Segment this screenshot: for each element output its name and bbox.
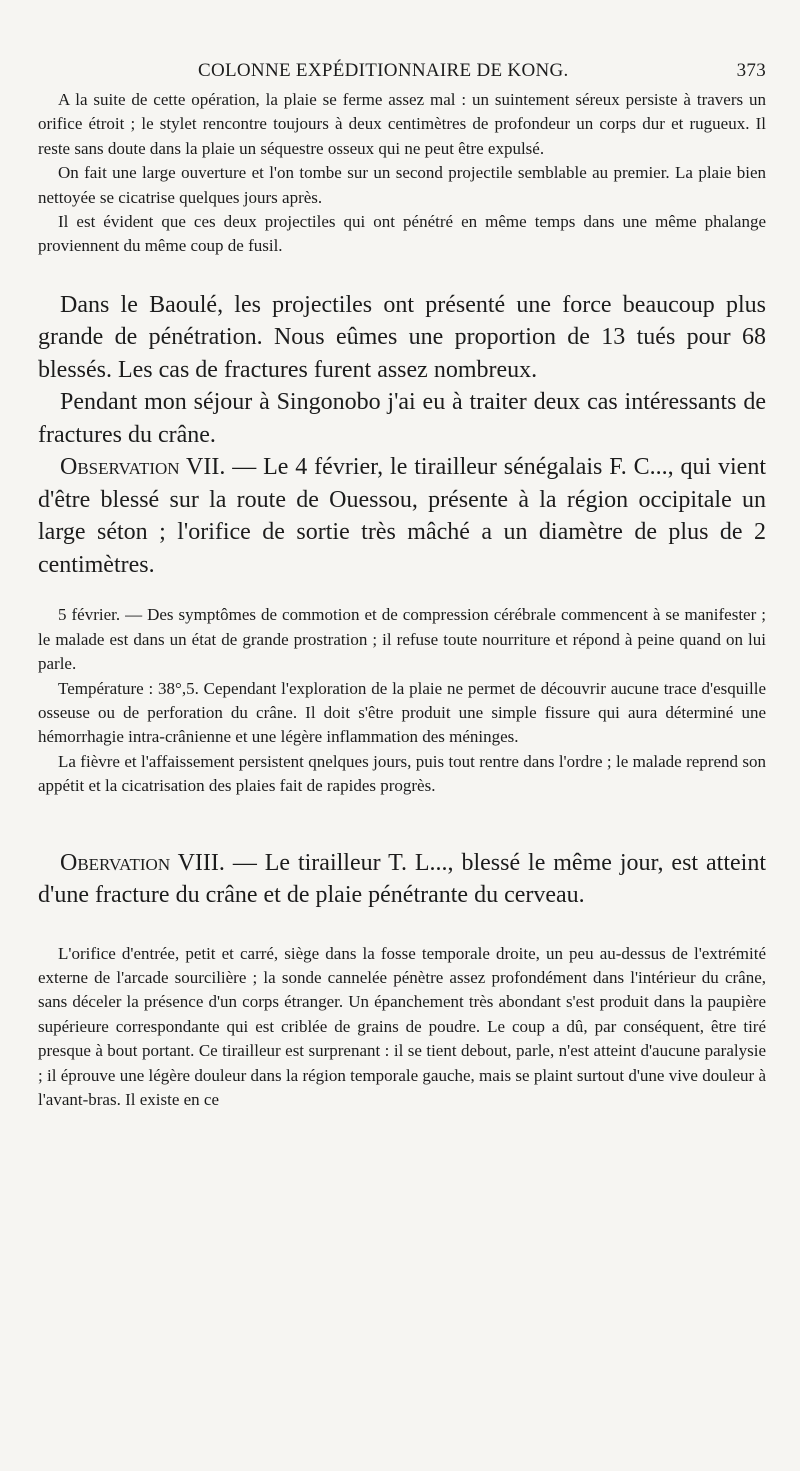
paragraph: La fièvre et l'affaissement persistent qnelques jours, puis tout rentre dans l'ordre ; le malade reprend son appétit et la cicatrisation des plaies fait de rapides progrès. bbox=[38, 751, 766, 796]
running-title: COLONNE EXPÉDITIONNAIRE DE KONG. bbox=[198, 60, 569, 81]
section-observation-8-details bbox=[38, 942, 766, 1113]
observation-7-paragraph bbox=[38, 451, 766, 581]
paragraph: L'orifice d'entrée, petit et carré, siège dans la fosse temporale droite, un peu au-dessus de l'extrémité externe de l'arcade sourcilière ; la sonde cannelée pénètre assez profondément dans l'intérieur du crâne, sans déceler la présence d'un corps étranger. Un épanchement très abondant s'est produit dans la paupière supérieure correspondante qui est criblée de grains de poudre. Le coup a dû, par conséquent, être tiré presque à bout portant. Ce tirailleur est surprenant : il se tient debout, parle, n'est atteint d'aucune paralysie ; il éprouve une légère douleur dans la région temporale gauche, mais se plaint surtout d'une vive douleur à l'avant-bras. Il existe en ce bbox=[38, 943, 766, 1110]
section-baoule bbox=[38, 289, 766, 582]
paragraph: Température : 38°,5. Cependant l'exploration de la plaie ne permet de découvrir aucune trace d'esquille osseuse ou de perforation du crâne. Il doit s'être produit une simple fissure qui aura déterminé une hémorrhagie intra-crânienne et une légère inflammation des méninges. bbox=[38, 678, 766, 747]
paragraph: A la suite de cette opération, la plaie se ferme assez mal : un suintement séreux persiste à travers un orifice étroit ; le stylet rencontre toujours à deux centimètres de profondeur un corps dur et rugueux. Il reste sans doute dans la plaie un séquestre osseux qui ne peut être expulsé. bbox=[38, 90, 766, 158]
observation-8-paragraph bbox=[38, 847, 766, 912]
paragraph: Dans le Baoulé, les projectiles ont présenté une force beaucoup plus grande de pénétration. Nous eûmes une proportion de 13 tués pour 68 blessés. Les cas de fractures furent assez nombreux. bbox=[38, 291, 766, 383]
observation-7-text: — Le 4 février, le tirailleur sénégalais F. C..., qui vient d'être blessé sur la route de Ouessou, présente à la région occipitale un large séton ; l'orifice de sortie très mâché a un diamètre de plus de 2 centimètres. bbox=[38, 454, 767, 578]
paragraph: On fait une large ouverture et l'on tombe sur un second projectile semblable au premier. La plaie bien nettoyée se cicatrise quelques jours après. bbox=[38, 163, 766, 207]
page-number: 373 bbox=[736, 60, 766, 81]
section-observation-7-course bbox=[38, 603, 766, 798]
observation-7-label: Observation VII. bbox=[60, 454, 226, 481]
paragraph: Pendant mon séjour à Singonobo j'ai eu à traiter deux cas intéressants de fractures du crâne. bbox=[38, 389, 766, 448]
observation-8-label: Obervation VIII. bbox=[60, 849, 225, 876]
section-operation-follow-up bbox=[38, 88, 766, 259]
paragraph: Il est évident que ces deux projectiles qui ont pénétré en même temps dans une même phalange proviennent du même coup de fusil. bbox=[38, 212, 766, 256]
paragraph: 5 février. — Des symptômes de commotion et de compression cérébrale commencent à se manifester ; le malade est dans un état de grande prostration ; il refuse toute nourriture et répond à peine quand on lui parle. bbox=[38, 605, 766, 674]
observation-8-text: — Le tirailleur T. L..., blessé le même jour, est atteint d'une fracture du crâne et de plaie pénétrante du cerveau. bbox=[38, 849, 766, 909]
section-observation-8 bbox=[38, 847, 766, 912]
page bbox=[38, 58, 766, 1112]
running-head bbox=[38, 58, 766, 88]
